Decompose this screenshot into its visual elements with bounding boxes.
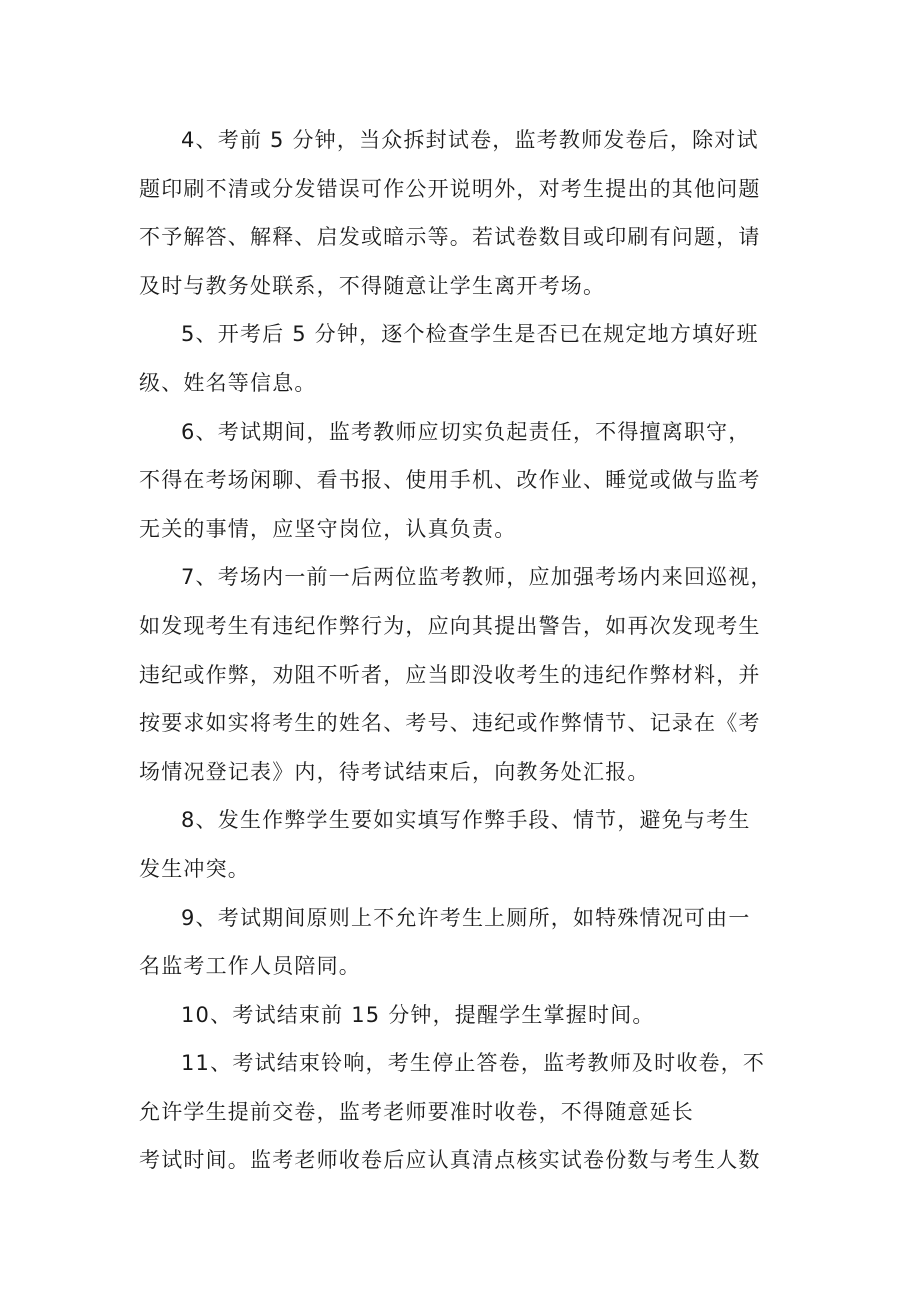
text-line: 5、开考后 5 分钟，逐个检查学生是否已在规定地方填好班 — [181, 322, 759, 347]
paragraph-9 — [139, 894, 789, 991]
text-line: 名监考工作人员陪同。 — [139, 954, 361, 979]
text-line: 6、考试期间，监考教师应切实负起责任，不得擅离职守， — [181, 419, 751, 444]
paragraph-4 — [139, 116, 789, 310]
paragraph-5 — [139, 310, 789, 407]
text-line: 题印刷不清或分发错误可作公开说明外，对考生提出的其他问题 — [139, 176, 761, 201]
text-line: 不得在考场闲聊、看书报、使用手机、改作业、睡觉或做与监考 — [139, 468, 761, 493]
text-line: 考试时间。监考老师收卷后应认真清点核实试卷份数与考生人数 — [139, 1148, 761, 1173]
text-line: 10、考试结束前 15 分钟，提醒学生掌握时间。 — [181, 1002, 655, 1027]
text-line: 级、姓名等信息。 — [139, 370, 317, 395]
text-line: 9、考试期间原则上不允许考生上厕所，如特殊情况可由一 — [181, 905, 751, 930]
paragraph-10 — [139, 991, 789, 1040]
text-line: 如发现考生有违纪作弊行为，应向其提出警告，如再次发现考生 — [139, 613, 761, 638]
text-line: 7、考场内一前一后两位监考教师，应加强考场内来回巡视， — [181, 565, 773, 590]
text-line: 发生冲突。 — [139, 856, 250, 881]
text-line: 无关的事情，应坚守岗位，认真负责。 — [139, 516, 517, 541]
text-line: 及时与教务处联系，不得随意让学生离开考场。 — [139, 273, 606, 298]
text-line: 4、考前 5 分钟，当众拆封试卷，监考教师发卷后，除对试 — [181, 128, 759, 152]
text-line: 11、考试结束铃响，考生停止答卷，监考教师及时收卷，不 — [181, 1051, 766, 1076]
paragraph-6 — [139, 408, 789, 554]
document-body — [139, 116, 789, 1185]
text-line: 允许学生提前交卷，监考老师要准时收卷，不得随意延长 — [139, 1099, 694, 1124]
paragraph-8 — [139, 796, 789, 893]
text-line: 不予解答、解释、启发或暗示等。若试卷数目或印刷有问题，请 — [139, 225, 761, 250]
paragraph-7 — [139, 553, 789, 796]
text-line: 8、发生作弊学生要如实填写作弊手段、情节，避免与考生 — [181, 808, 751, 833]
paragraph-11 — [139, 1039, 789, 1185]
text-line: 按要求如实将考生的姓名、考号、违纪或作弊情节、记录在《考 — [139, 711, 761, 736]
text-line: 违纪或作弊，劝阻不听者，应当即没收考生的违纪作弊材料，并 — [139, 662, 761, 687]
text-line: 场情况登记表》内，待考试结束后，向教务处汇报。 — [139, 759, 650, 784]
